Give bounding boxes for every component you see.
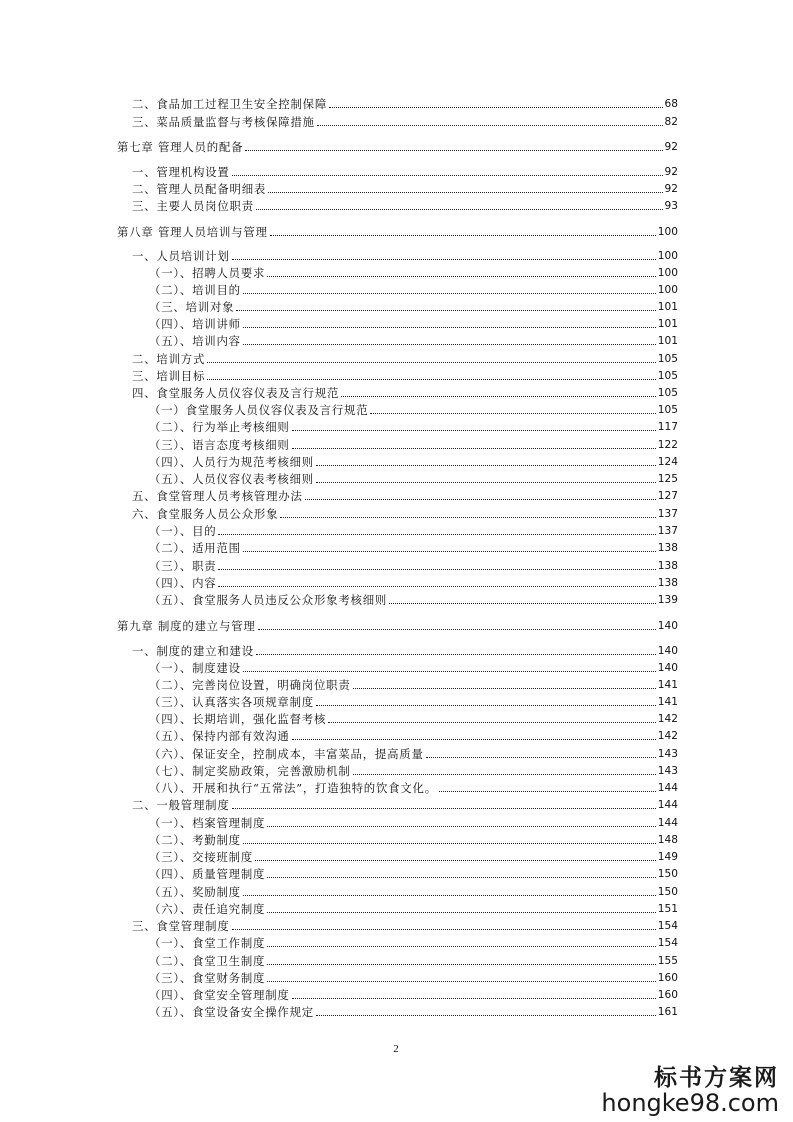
- toc-leader-dots: [341, 396, 656, 397]
- toc-entry-title: （四）、食堂安全管理制度: [149, 988, 290, 1002]
- toc-entry-page: 155: [657, 955, 678, 967]
- toc-subentry[interactable]: [149, 471, 678, 487]
- toc-leader-dots: [232, 929, 656, 930]
- toc-entry-title: （五）、培训内容: [149, 334, 241, 348]
- toc-leader-dots: [243, 344, 656, 345]
- toc-leader-dots: [316, 1015, 656, 1016]
- toc-leader-dots: [305, 499, 656, 500]
- toc-entry-title: （五）、食堂设备安全操作规定: [149, 1005, 314, 1019]
- toc-entry-title: （四）、长期培训，强化监督考核: [149, 712, 327, 726]
- toc-entry-title: 二、食品加工过程卫生安全控制保障: [132, 97, 328, 111]
- toc-entry-page: 138: [657, 542, 678, 554]
- toc-entry-page: 140: [657, 620, 678, 632]
- toc-entry-title: （五）、食堂服务人员违反公众形象考核细则: [149, 593, 388, 607]
- toc-entry-title: （三、培训对象: [149, 300, 235, 314]
- toc-leader-dots: [353, 688, 656, 689]
- toc-entry[interactable]: [132, 918, 678, 934]
- toc-subentry[interactable]: [149, 1004, 678, 1020]
- toc-leader-dots: [270, 235, 656, 236]
- toc-entry-page: 160: [657, 989, 678, 1001]
- toc-entry-page: 141: [657, 696, 678, 708]
- toc-subentry[interactable]: [149, 316, 678, 332]
- toc-entry-title: 一、制度的建立和建设: [132, 644, 254, 658]
- toc-entry-title: （二）、考勤制度: [149, 833, 241, 847]
- toc-subentry[interactable]: [149, 265, 678, 281]
- toc-entry-title: 二、一般管理制度: [132, 798, 230, 812]
- toc-entry-title: （二）、培训目的: [149, 283, 241, 297]
- toc-entry[interactable]: [132, 164, 678, 180]
- toc-subentry[interactable]: [149, 901, 678, 917]
- toc-entry-page: 105: [657, 353, 678, 365]
- toc-leader-dots: [232, 175, 663, 176]
- toc-chapter-entry[interactable]: [117, 618, 678, 634]
- toc-entry-title: （三）、认真落实各项规章制度: [149, 695, 314, 709]
- toc-leader-dots: [267, 912, 656, 913]
- toc-entry-title: 六、食堂服务人员公众形象: [132, 507, 279, 521]
- toc-entry-title: （一）、目的: [149, 524, 217, 538]
- toc-subentry[interactable]: [149, 780, 678, 796]
- toc-leader-dots: [317, 125, 663, 126]
- toc-leader-dots: [389, 603, 656, 604]
- toc-entry-title: 第七章 管理人员的配备: [117, 140, 244, 154]
- toc-leader-dots: [243, 671, 656, 672]
- toc-subentry[interactable]: [149, 849, 678, 865]
- toc-subentry[interactable]: [149, 575, 678, 591]
- toc-entry-title: 第九章 制度的建立与管理: [117, 619, 256, 633]
- toc-leader-dots: [245, 150, 662, 151]
- toc-subentry[interactable]: [149, 746, 678, 762]
- toc-entry-page: 151: [657, 903, 678, 915]
- toc-subentry[interactable]: [149, 592, 678, 608]
- toc-entry-title: （一）、档案管理制度: [149, 816, 266, 830]
- toc-leader-dots: [316, 482, 656, 483]
- toc-leader-dots: [267, 877, 656, 878]
- toc-entry-page: 149: [657, 851, 678, 863]
- toc-entry[interactable]: [132, 96, 678, 112]
- toc-entry[interactable]: [132, 506, 678, 522]
- toc-entry-page: 68: [664, 98, 678, 110]
- toc-leader-dots: [267, 826, 656, 827]
- toc-subentry[interactable]: [149, 694, 678, 710]
- toc-entry-page: 148: [657, 834, 678, 846]
- toc-entry-page: 137: [657, 525, 678, 537]
- toc-subentry[interactable]: [149, 763, 678, 779]
- watermark-logo: [601, 1066, 779, 1115]
- toc-leader-dots: [243, 843, 656, 844]
- toc-leader-dots: [292, 739, 656, 740]
- toc-entry-title: 三、菜品质量监督与考核保障措施: [132, 115, 315, 129]
- toc-entry-title: 三、主要人员岗位职责: [132, 199, 254, 213]
- toc-entry-page: 141: [657, 679, 678, 691]
- toc-entry-page: 101: [657, 301, 678, 313]
- toc-leader-dots: [243, 895, 656, 896]
- watermark-cn: 标书方案网: [654, 1064, 779, 1091]
- toc-entry-title: 二、培训方式: [132, 352, 206, 366]
- toc-leader-dots: [207, 362, 656, 363]
- toc-entry-title: （二）、行为举止考核细则: [149, 420, 290, 434]
- toc-entry-title: 一、管理机构设置: [132, 165, 230, 179]
- toc-subentry[interactable]: [149, 540, 678, 556]
- toc-leader-dots: [255, 860, 656, 861]
- toc-subentry[interactable]: [149, 402, 678, 418]
- toc-entry-page: 101: [657, 318, 678, 330]
- toc-entry-page: 140: [657, 662, 678, 674]
- toc-leader-dots: [328, 722, 656, 723]
- toc-entry-page: 137: [657, 508, 678, 520]
- toc-subentry[interactable]: [149, 523, 678, 539]
- watermark-en: hongke98.com: [601, 1089, 779, 1117]
- toc-subentry[interactable]: [149, 437, 678, 453]
- toc-entry-title: 三、食堂管理制度: [132, 919, 230, 933]
- toc-subentry[interactable]: [149, 953, 678, 969]
- toc-entry-page: 100: [657, 226, 678, 238]
- toc-entry-title: （三）、食堂财务制度: [149, 971, 266, 985]
- toc-leader-dots: [232, 808, 656, 809]
- toc-subentry[interactable]: [149, 866, 678, 882]
- toc-leader-dots: [218, 586, 655, 587]
- toc-entry-page: 92: [664, 141, 678, 153]
- toc-subentry[interactable]: [149, 333, 678, 349]
- toc-entry-page: 127: [657, 490, 678, 502]
- toc-subentry[interactable]: [149, 677, 678, 693]
- toc-subentry[interactable]: [149, 419, 678, 435]
- toc-entry-page: 154: [657, 920, 678, 932]
- toc-leader-dots: [370, 413, 655, 414]
- toc-subentry[interactable]: [149, 728, 678, 744]
- toc-leader-dots: [243, 551, 656, 552]
- toc-subentry[interactable]: [149, 815, 678, 831]
- toc-entry-page: 160: [657, 972, 678, 984]
- toc-entry-page: 92: [664, 166, 678, 178]
- toc-leader-dots: [292, 448, 656, 449]
- toc-entry-page: 139: [657, 594, 678, 606]
- toc-entry-page: 124: [657, 456, 678, 468]
- toc-entry-page: 122: [657, 439, 678, 451]
- toc-entry-page: 100: [657, 284, 678, 296]
- toc-entry-page: 140: [657, 645, 678, 657]
- toc-entry-title: 四、食堂服务人员仪容仪表及言行规范: [132, 386, 340, 400]
- toc-entry-page: 142: [657, 713, 678, 725]
- toc-leader-dots: [316, 705, 656, 706]
- toc-entry-page: 100: [657, 267, 678, 279]
- toc-entry[interactable]: [132, 114, 678, 130]
- toc-subentry[interactable]: [149, 987, 678, 1003]
- toc-entry[interactable]: [132, 248, 678, 264]
- toc-leader-dots: [258, 629, 656, 630]
- toc-leader-dots: [243, 293, 656, 294]
- toc-leader-dots: [426, 757, 656, 758]
- toc-entry-title: （四）、培训讲师: [149, 317, 241, 331]
- toc-leader-dots: [353, 774, 656, 775]
- toc-subentry[interactable]: [149, 558, 678, 574]
- toc-entry-title: （四）、内容: [149, 576, 217, 590]
- toc-entry-title: （二）、适用范围: [149, 541, 241, 555]
- toc-subentry[interactable]: [149, 299, 678, 315]
- toc-entry-title: （一）、招聘人员要求: [149, 266, 266, 280]
- toc-leader-dots: [218, 534, 655, 535]
- toc-entry-title: 二、管理人员配备明细表: [132, 182, 267, 196]
- toc-entry-title: （四）、质量管理制度: [149, 867, 266, 881]
- toc-entry-page: 144: [657, 782, 678, 794]
- toc-leader-dots: [243, 327, 656, 328]
- toc-leader-dots: [280, 517, 655, 518]
- toc-leader-dots: [207, 379, 656, 380]
- toc-entry-title: （一）、食堂工作制度: [149, 936, 266, 950]
- toc-chapter-entry[interactable]: [117, 139, 678, 155]
- toc-entry-title: （三）、交接班制度: [149, 850, 254, 864]
- toc-leader-dots: [292, 430, 656, 431]
- toc-entry[interactable]: [132, 797, 678, 813]
- toc-entry-page: 150: [657, 886, 678, 898]
- toc-entry-page: 138: [657, 577, 678, 589]
- toc-entry[interactable]: [132, 368, 678, 384]
- toc-entry-title: （四）、人员行为规范考核细则: [149, 455, 314, 469]
- toc-entry-page: 117: [657, 421, 678, 433]
- toc-entry-page: 161: [657, 1006, 678, 1018]
- toc-entry-page: 105: [657, 387, 678, 399]
- toc-leader-dots: [439, 791, 656, 792]
- toc-entry-page: 142: [657, 730, 678, 742]
- toc-entry-title: （一）食堂服务人员仪容仪表及言行规范: [149, 403, 369, 417]
- toc-entry-title: （五）、人员仪容仪表考核细则: [149, 472, 314, 486]
- toc-entry-title: 五、食堂管理人员考核管理办法: [132, 489, 303, 503]
- toc-leader-dots: [256, 209, 663, 210]
- toc-entry[interactable]: [132, 643, 678, 659]
- toc-entry[interactable]: [132, 181, 678, 197]
- toc-entry-page: 150: [657, 868, 678, 880]
- toc-subentry[interactable]: [149, 454, 678, 470]
- toc-leader-dots: [268, 192, 662, 193]
- toc-leader-dots: [316, 465, 656, 466]
- toc-entry[interactable]: [132, 198, 678, 214]
- toc-leader-dots: [292, 998, 656, 999]
- toc-subentry[interactable]: [149, 884, 678, 900]
- toc-entry-page: 92: [664, 183, 678, 195]
- toc-entry-title: （三）、职责: [149, 559, 217, 573]
- toc-entry-title: （七）、制定奖励政策，完善激励机制: [149, 764, 351, 778]
- toc-entry-page: 105: [657, 370, 678, 382]
- toc-subentry[interactable]: [149, 282, 678, 298]
- toc-entry-page: 138: [657, 560, 678, 572]
- toc-entry-page: 154: [657, 937, 678, 949]
- toc-entry-title: （八）、开展和执行“五常法”，打造独特的饮食文化。: [149, 781, 437, 795]
- toc-subentry[interactable]: [149, 970, 678, 986]
- toc-entry-page: 143: [657, 765, 678, 777]
- toc-entry-page: 105: [657, 404, 678, 416]
- toc-entry-page: 101: [657, 335, 678, 347]
- toc-entry-title: （五）、奖励制度: [149, 885, 241, 899]
- toc-chapter-entry[interactable]: [117, 224, 678, 240]
- toc-subentry[interactable]: [149, 935, 678, 951]
- toc-leader-dots: [218, 569, 655, 570]
- toc-entry-title: （六）、责任追究制度: [149, 902, 266, 916]
- toc-entry-title: 三、培训目标: [132, 369, 206, 383]
- page-number: 2: [393, 1043, 399, 1055]
- toc-entry-page: 144: [657, 817, 678, 829]
- toc-entry-title: （六）、保证安全，控制成本，丰富菜品，提高质量: [149, 747, 424, 761]
- toc-subentry[interactable]: [149, 660, 678, 676]
- toc-subentry[interactable]: [149, 711, 678, 727]
- toc-leader-dots: [267, 964, 656, 965]
- toc-entry-page: 82: [664, 116, 678, 128]
- toc-entry[interactable]: [132, 351, 678, 367]
- toc-leader-dots: [236, 310, 655, 311]
- toc-leader-dots: [267, 276, 656, 277]
- toc-entry-title: （五）、保持内部有效沟通: [149, 729, 290, 743]
- toc-leader-dots: [232, 259, 656, 260]
- toc-entry-page: 125: [657, 473, 678, 485]
- toc-subentry[interactable]: [149, 832, 678, 848]
- toc-entry[interactable]: [132, 385, 678, 401]
- toc-entry-title: （二）、食堂卫生制度: [149, 954, 266, 968]
- toc-entry-page: 143: [657, 748, 678, 760]
- toc-entry-title: （三）、语言态度考核细则: [149, 438, 290, 452]
- toc-entry-page: 93: [664, 200, 678, 212]
- toc-leader-dots: [256, 654, 656, 655]
- toc-leader-dots: [267, 946, 656, 947]
- toc-entry-title: （二）、完善岗位设置，明确岗位职责: [149, 678, 351, 692]
- toc-leader-dots: [267, 981, 656, 982]
- toc-entry-page: 144: [657, 799, 678, 811]
- toc-entry-title: 一、人员培训计划: [132, 249, 230, 263]
- toc-entry[interactable]: [132, 488, 678, 504]
- toc-leader-dots: [329, 107, 662, 108]
- toc-entry-title: （一）、制度建设: [149, 661, 241, 675]
- toc-entry-title: 第八章 管理人员培训与管理: [117, 225, 268, 239]
- toc-entry-page: 100: [657, 250, 678, 262]
